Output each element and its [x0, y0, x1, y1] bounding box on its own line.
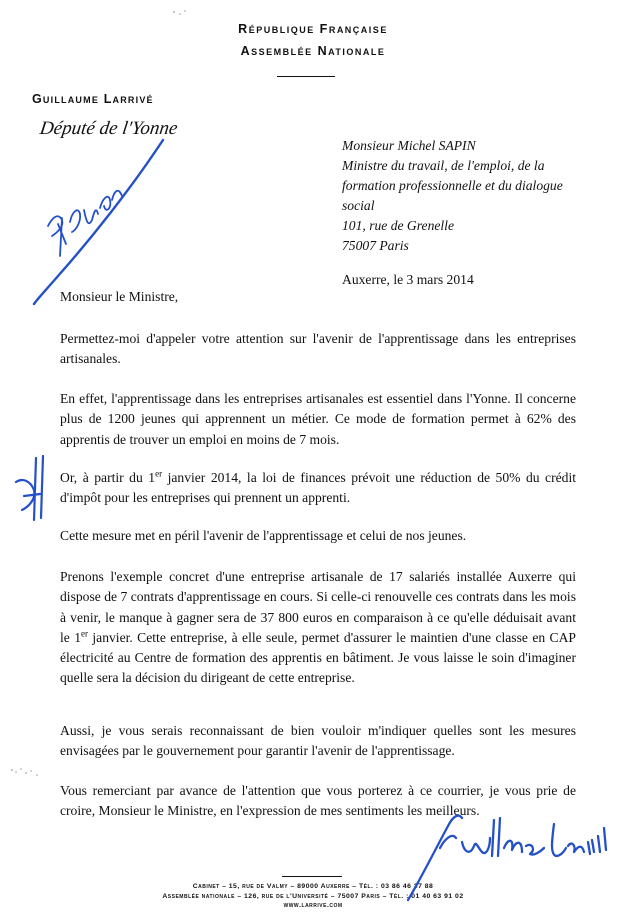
margin-note-handwriting [48, 191, 122, 256]
paragraph-text [60, 468, 576, 509]
sender-title: Député de l'Yonne [38, 118, 179, 139]
paragraph-1 [60, 329, 576, 370]
sender-name: Guillaume Larrivé [32, 92, 154, 106]
letterhead [0, 18, 626, 62]
footer [0, 882, 626, 911]
text-run: janvier 2014, la loi de finances prévoit une réduction de 50% du crédit d'impôt pour les entreprises qui prennent un apprenti. [60, 470, 576, 506]
text-run: Or, à partir du 1 [60, 470, 156, 485]
footer-website: www.larrive.com [283, 902, 343, 909]
paragraph-4 [60, 526, 576, 546]
recipient-line: Ministre du travail, de l'emploi, de la [342, 158, 545, 173]
paragraph-3 [60, 468, 576, 509]
salutation: Monsieur le Ministre, [60, 289, 179, 304]
paragraph-text [60, 567, 576, 689]
paragraph-6 [60, 721, 576, 762]
superscript: er [155, 468, 163, 479]
arrow-annotation [16, 456, 43, 520]
recipient-line: formation professionnelle et du dialogue [342, 178, 563, 193]
recipient-line: 101, rue de Grenelle [342, 218, 454, 233]
recipient-line: social [342, 198, 375, 213]
paragraph-text: En effet, l'apprentissage dans les entreprises artisanales est essentiel dans l'Yonne. Il concerne plus de 1200 jeunes qui apprennent un métier. Ce mode de formation permet à 62% des apprentis de trouver un emploi en moins de 7 mois. [60, 391, 576, 447]
margin-stroke [34, 140, 163, 304]
recipient-address [342, 136, 582, 256]
letterhead-rule [277, 76, 335, 77]
assembly-title: Assemblée Nationale [240, 44, 386, 58]
recipient-line: 75007 Paris [342, 238, 409, 253]
paragraph-text: Aussi, je vous serais reconnaissant de bien vouloir m'indiquer quelles sont les mesures envisagées par le gouvernement pour garantir l'avenir de l'apprentissage. [60, 723, 576, 759]
republic-title: République Française [238, 22, 388, 36]
paragraph-text: Cette mesure met en péril l'avenir de l'apprentissage et celui de nos jeunes. [60, 528, 467, 543]
superscript: er [81, 628, 88, 639]
footer-assembly: Assemblée nationale – 126, rue de l'Université – 75007 Paris – Tél. : 01 40 63 91 02 [162, 892, 464, 900]
text-run: janvier. Cette entreprise, à elle seule, permet d'assurer le maintien d'une classe en CAP électricité au Centre de formation des apprentis en bâtiment. Je vous laisse le soin d'imaginer quelle sera la décision du dirigeant de cette entreprise. [60, 629, 576, 686]
paragraph-2 [60, 389, 576, 450]
paragraph-text: Vous remerciant par avance de l'attention que vous porterez à ce courrier, je vous prie de croire, Monsieur le Ministre, en l'expression de mes sentiments les meilleurs. [60, 783, 576, 819]
paragraph-7 [60, 781, 576, 822]
paragraph-5 [60, 567, 576, 689]
recipient-line: Monsieur Michel SAPIN [342, 138, 476, 153]
footer-rule [282, 876, 342, 877]
paragraph-text: Permettez-moi d'appeler votre attention sur l'avenir de l'apprentissage dans les entreprises artisanales. [60, 331, 576, 367]
text-run: Prenons l'exemple concret d'une entreprise artisanale de 17 salariés installée Auxerre qui dispose de 7 contrats d'apprentissage en cours. Si celle-ci renouvelle ces contrats dans les mois à venir, le manque à gagner sera de 37 800 euros en comparaison à ce qu'elle déduisait avant le 1 [60, 569, 576, 645]
place-date: Auxerre, le 3 mars 2014 [342, 272, 474, 287]
footer-cabinet: Cabinet – 15, rue de Valmy – 89000 Auxerre – Tél. : 03 86 46 37 88 [192, 883, 434, 890]
